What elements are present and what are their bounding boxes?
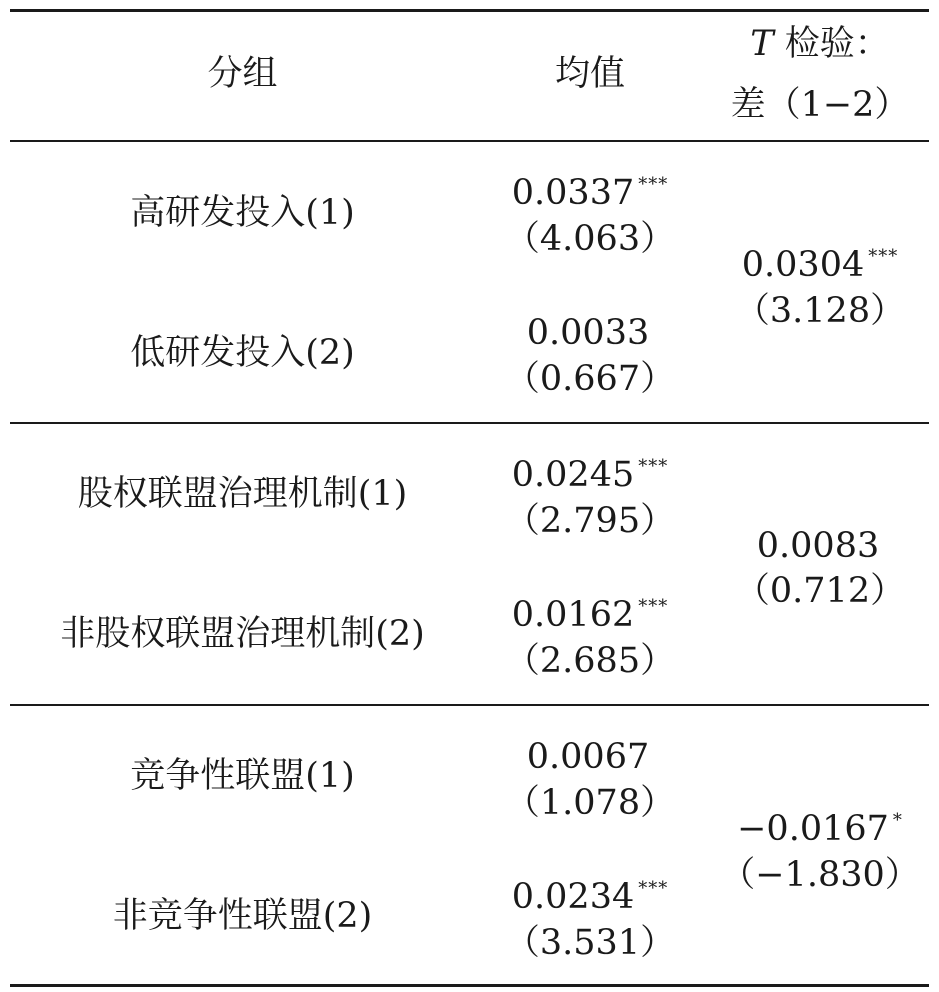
table-bottom-rule [10,984,929,987]
significance-stars: * [892,810,903,831]
mean-value [470,158,710,220]
group-label: 非竞争性联盟(2) [112,896,373,936]
header-mean: 均值 [554,54,625,94]
section-rule-1 [10,422,929,424]
significance-stars: *** [868,246,899,267]
significance-stars: *** [638,878,669,899]
mean-value [470,722,710,784]
header-t-label: 检验： [784,24,890,64]
mean-number: 0.0234 [511,877,635,917]
mean-t-stat: （1.078） [504,783,676,823]
significance-stars: *** [638,456,669,477]
diff-t-stat: （3.128） [734,291,906,331]
group-label: 低研发投入(2) [130,333,355,373]
mean-number: 0.0245 [511,455,635,495]
mean-value [470,862,710,924]
section-rule-2 [10,704,929,706]
group-label: 股权联盟治理机制(1) [77,474,408,514]
mean-number: 0.0033 [526,313,650,353]
mean-t-stat: （3.531） [504,923,676,963]
group-label: 竞争性联盟(1) [130,756,355,796]
diff-number: 0.0304 [741,245,865,285]
diff-t-stat: （−1.830） [720,855,920,895]
group-label: 高研发投入(1) [130,193,355,233]
mean-value [470,440,710,502]
diff-value [715,794,925,856]
header-rule [10,140,929,142]
header-group: 分组 [207,54,278,94]
mean-t-stat: （4.063） [504,219,676,259]
diff-value [715,230,925,292]
mean-number: 0.0067 [526,737,650,777]
significance-stars: *** [638,174,669,195]
diff-t-stat: （0.712） [734,571,906,611]
group-label: 非股权联盟治理机制(2) [60,614,425,654]
mean-t-stat: （0.667） [504,359,676,399]
mean-t-stat: （2.685） [504,641,676,681]
diff-number: −0.0167 [737,809,889,849]
header-t-sub: 差（1−2） [730,85,910,125]
diff-number: 0.0083 [756,526,880,566]
mean-value [470,580,710,642]
header-t-variable: T [750,24,774,64]
significance-stars: *** [638,596,669,617]
mean-number: 0.0337 [511,173,635,213]
mean-value [470,298,710,360]
header-t-test [715,16,925,72]
table-top-rule [10,9,929,12]
mean-number: 0.0162 [511,595,635,635]
mean-t-stat: （2.795） [504,501,676,541]
